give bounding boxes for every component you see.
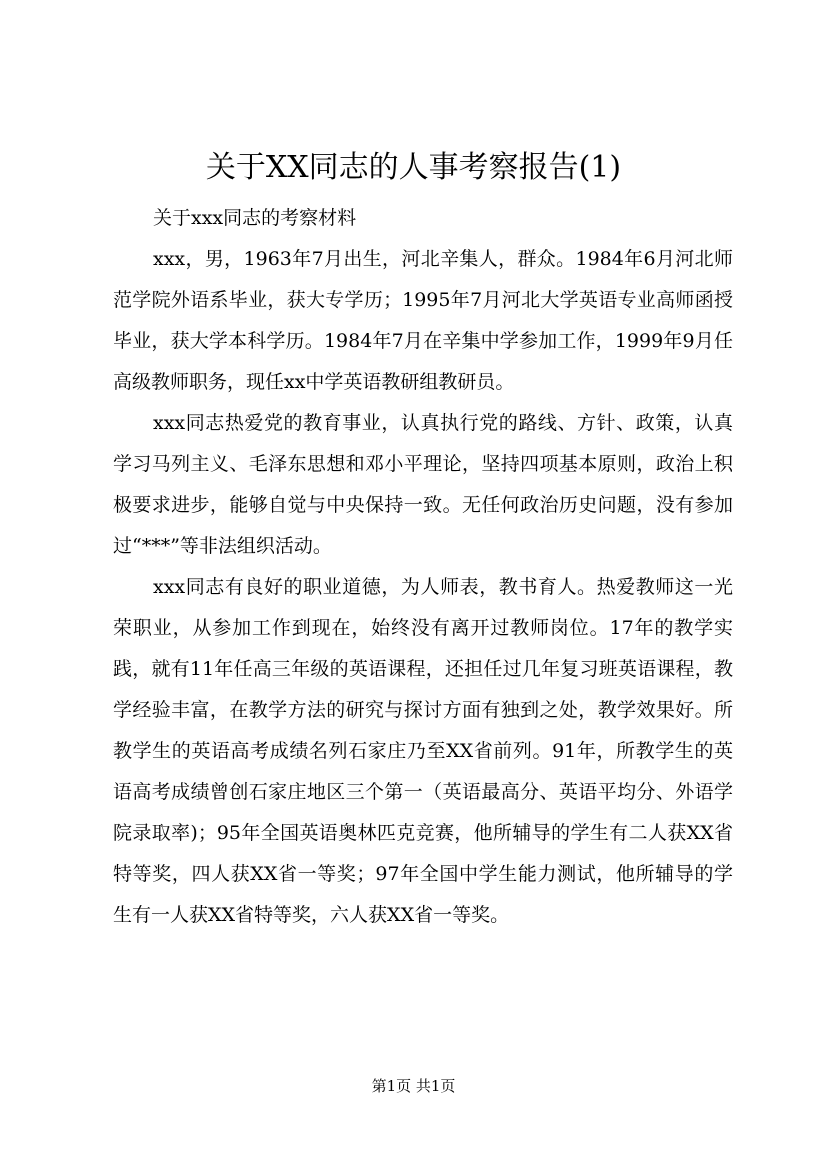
paragraph-professional: xxx同志有良好的职业道德，为人师表，教书育人。热爱教师这一光荣职业，从参加工作到现在，始终没有离开过教师岗位。17年的教学实践，就有11年任高三年级的英语课程，还担任过几年复习班英语课程，教学经验丰富，在教学方法的研究与探讨方面有独到之处，教学效果好。所教学生的英语高考成绩名列石家庄乃至XX省前列。91年，所教学生的英语高考成绩曾创石家庄地区三个第一（英语最高分、英语平均分、外语学院录取率)；95年全国英语奥林匹克竞赛，他所辅导的学生有二人获XX省特等奖，四人获XX省一等奖；97年全国中学生能力测试，他所辅导的学生有一人获XX省特等奖，六人获XX省一等奖。 [113, 576, 733, 926]
page-footer: 第1页 共1页 [371, 1077, 456, 1095]
paragraph-political: xxx同志热爱党的教育事业，认真执行党的路线、方针、政策，认真学习马列主义、毛泽东思想和邓小平理论，坚持四项基本原则，政治上积极要求进步，能够自觉与中央保持一致。无任何政治历史问题，没有参加过“***”等非法组织活动。 [113, 412, 733, 557]
paragraph-basic-info: xxx，男，1963年7月出生，河北辛集人，群众。1984年6月河北师范学院外语系毕业，获大专学历；1995年7月河北大学英语专业高师函授毕业，获大学本科学历。1984年7月在辛集中学参加工作，1999年9月任高级教师职务，现任xx中学英语教研组教研员。 [113, 248, 733, 393]
document-body [113, 198, 733, 936]
document-title: 关于XX同志的人事考察报告(1) [205, 150, 622, 185]
paragraph-subtitle: 关于xxx同志的考察材料 [153, 207, 357, 229]
